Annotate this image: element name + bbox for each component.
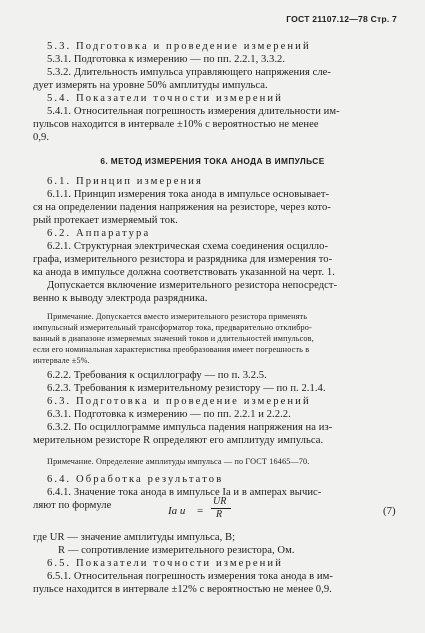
section-title: 6. МЕТОД ИЗМЕРЕНИЯ ТОКА АНОДА В ИМПУЛЬСЕ	[100, 156, 325, 166]
formula-lhs: Iа и	[168, 505, 186, 517]
paragraph-6-2-1: 6.2.1. Структурная электрическая схема соединения осцилло-	[47, 241, 329, 252]
paragraph-6-3-2: 6.3.2. По осциллограмме импульса падения напряжения на из-	[47, 422, 333, 433]
paragraph-5-3-2: 5.3.2. Длительность импульса управляющего напряжения сле-	[47, 67, 331, 78]
note-2: Примечание. Определение амплитуды импульса — по ГОСТ 16465—70.	[47, 457, 310, 466]
paragraph-6-2-2: 6.2.2. Требования к осциллографу — по п. 3.2.5.	[47, 370, 267, 381]
heading-5-4: 5.4. Показатели точности измерений	[47, 93, 283, 104]
formula-numerator: UR	[213, 496, 227, 507]
paragraph-6-1-1-end: рый протекает измеряемый ток.	[33, 215, 179, 226]
paragraph-6-2-1-end: ка анода в импульсе должна соответствовать указанной на черт. 1.	[33, 267, 335, 278]
paragraph-5-4-1: 5.4.1. Относительная погрешность измерения длительности им-	[47, 106, 340, 117]
paragraph-6-2-1-allow: Допускается включение измерительного резистора непосредст-	[47, 280, 338, 291]
heading-6-2: 6.2. Аппаратура	[47, 228, 151, 239]
note-1-line-4: если его номинальная характеристика преобразования имеет погрешность в	[33, 345, 310, 354]
heading-6-3: 6.3. Подготовка и проведение измерений	[47, 396, 311, 407]
note-1-line-1: Примечание. Допускается вместо измерительного резистора применять	[47, 312, 308, 321]
paragraph-6-5-1: 6.5.1. Относительная погрешность измерения тока анода в им-	[47, 571, 333, 582]
paragraph-6-2-1-cont: графа, измерительного резистора и разрядника для измерения то-	[33, 254, 333, 265]
paragraph-6-5-1-cont: пульсе находится в интервале ±12% с вероятностью не менее 0,9.	[33, 584, 332, 595]
equation-number: (7)	[383, 505, 396, 517]
heading-6-5: 6.5. Показатели точности измерений	[47, 558, 283, 569]
heading-5-3: 5.3. Подготовка и проведение измерений	[47, 41, 311, 52]
heading-6-1: 6.1. Принцип измерения	[47, 176, 204, 187]
heading-6-4: 6.4. Обработка результатов	[47, 474, 224, 485]
where-line-2: R — сопротивление измерительного резистора, Ом.	[58, 545, 295, 556]
paragraph-6-3-1: 6.3.1. Подготовка к измерению — по пп. 2.2.1 и 2.2.2.	[47, 409, 291, 420]
paragraph-6-2-1-allow-cont: венно к выводу электрода разрядника.	[33, 293, 208, 304]
paragraph-6-4-1: 6.4.1. Значение тока анода в импульсе Iа и в амперах вычис-	[47, 487, 322, 498]
formula-equals: =	[197, 505, 204, 517]
note-1-line-5: интервале ±5%.	[33, 356, 90, 365]
formula-denominator: R	[216, 509, 223, 520]
paragraph-6-4-1-cont: ляют по формуле	[33, 500, 112, 511]
paragraph-5-4-1-cont: пульсов находится в интервале ±10% с вероятностью не менее	[33, 119, 319, 130]
where-line-1: где UR — значение амплитуды импульса, В;	[33, 532, 236, 543]
paragraph-5-3-2-cont: дует измерять на уровне 50% амплитуды импульса.	[33, 80, 268, 91]
paragraph-6-1-1: 6.1.1. Принцип измерения тока анода в импульсе основывает-	[47, 189, 330, 200]
paragraph-6-1-1-cont: ся на определении падения напряжения на резисторе, через кото-	[33, 202, 331, 213]
paragraph-6-2-3: 6.2.3. Требования к измерительному резистору — по п. 2.1.4.	[47, 383, 326, 394]
paragraph-5-3-1: 5.3.1. Подготовка к измерению — по пп. 2.2.1, 3.3.2.	[47, 54, 286, 65]
note-1-line-2: импульсный измерительный трансформатор тока, предварительно отклибро-	[33, 323, 312, 332]
note-1-line-3: ванный в диапазоне измеряемых значений токов и длительностей импульсов,	[33, 334, 314, 343]
paragraph-5-4-1-end: 0,9.	[33, 132, 50, 143]
page-header: ГОСТ 21107.12—78 Стр. 7	[286, 14, 397, 24]
paragraph-6-3-2-cont: мерительном резисторе R определяют его амплитуду импульса.	[33, 435, 324, 446]
